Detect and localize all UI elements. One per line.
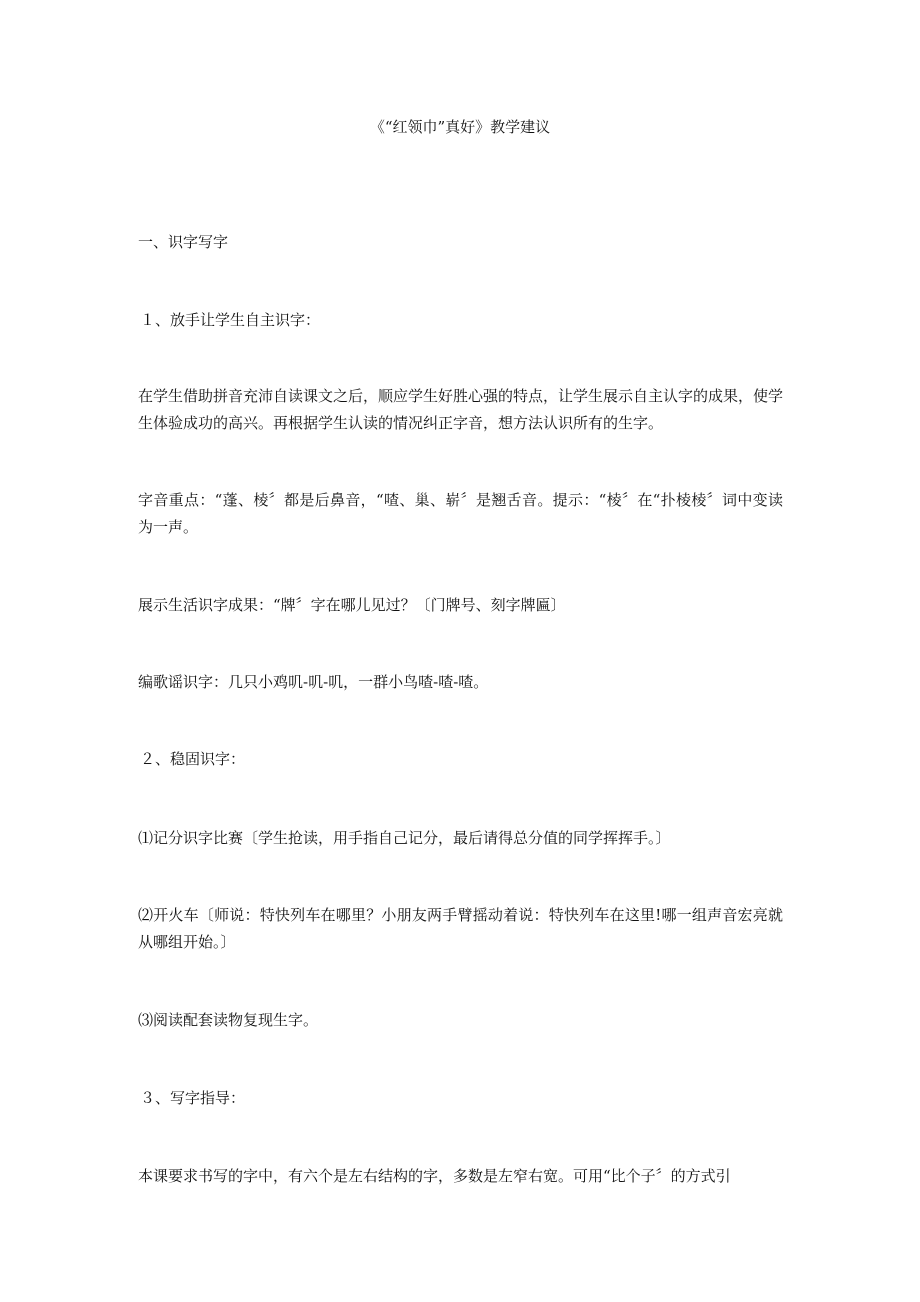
paragraph-pronunciation: 字音重点：“蓬、棱〞都是后鼻音，“喳、巢、崭〞是翘舌音。提示：“棱〞在“扑棱棱〞词中变读为一声。 <box>138 491 783 536</box>
subheading-self-literacy: １、放手让学生自主识字： <box>140 311 321 329</box>
list-item-train-game: ⑵开火车〔师说：特快列车在哪里？小朋友两手臂摇动着说：特快列车在这里!哪一组声音宏亮就从哪组开始。〕 <box>138 906 783 951</box>
paragraph-rhyme-literacy: 编歌谣识字：几只小鸡叽-叽-叽，一群小鸟喳-喳-喳。 <box>138 673 489 691</box>
list-item-score-game: ⑴记分识字比赛〔学生抢读，用手指自己记分，最后请得总分值的同学挥挥手。〕 <box>138 829 671 847</box>
paragraph-writing-guidance: 本课要求书写的字中，有六个是左右结构的字，多数是左窄右宽。可用“比个子〞的方式引 <box>138 1167 731 1185</box>
subheading-consolidate: ２、稳固识字： <box>140 750 246 768</box>
paragraph-self-reading: 在学生借助拼音充沛自读课文之后，顺应学生好胜心强的特点，让学生展示自主认字的成果，使学生体验成功的高兴。再根据学生认读的情况纠正字音，想方法认识所有的生字。 <box>138 387 784 432</box>
subheading-writing: ３、写字指导： <box>140 1089 246 1107</box>
document-title: 《“红领巾”真好》教学建议 <box>369 118 551 136</box>
section-heading-literacy: 一、识字写字 <box>138 233 229 251</box>
list-item-reading: ⑶阅读配套读物复现生字。 <box>138 1011 319 1029</box>
paragraph-life-literacy: 展示生活识字成果：“牌〞字在哪儿见过？〔门牌号、刻字牌匾〕 <box>138 596 566 614</box>
